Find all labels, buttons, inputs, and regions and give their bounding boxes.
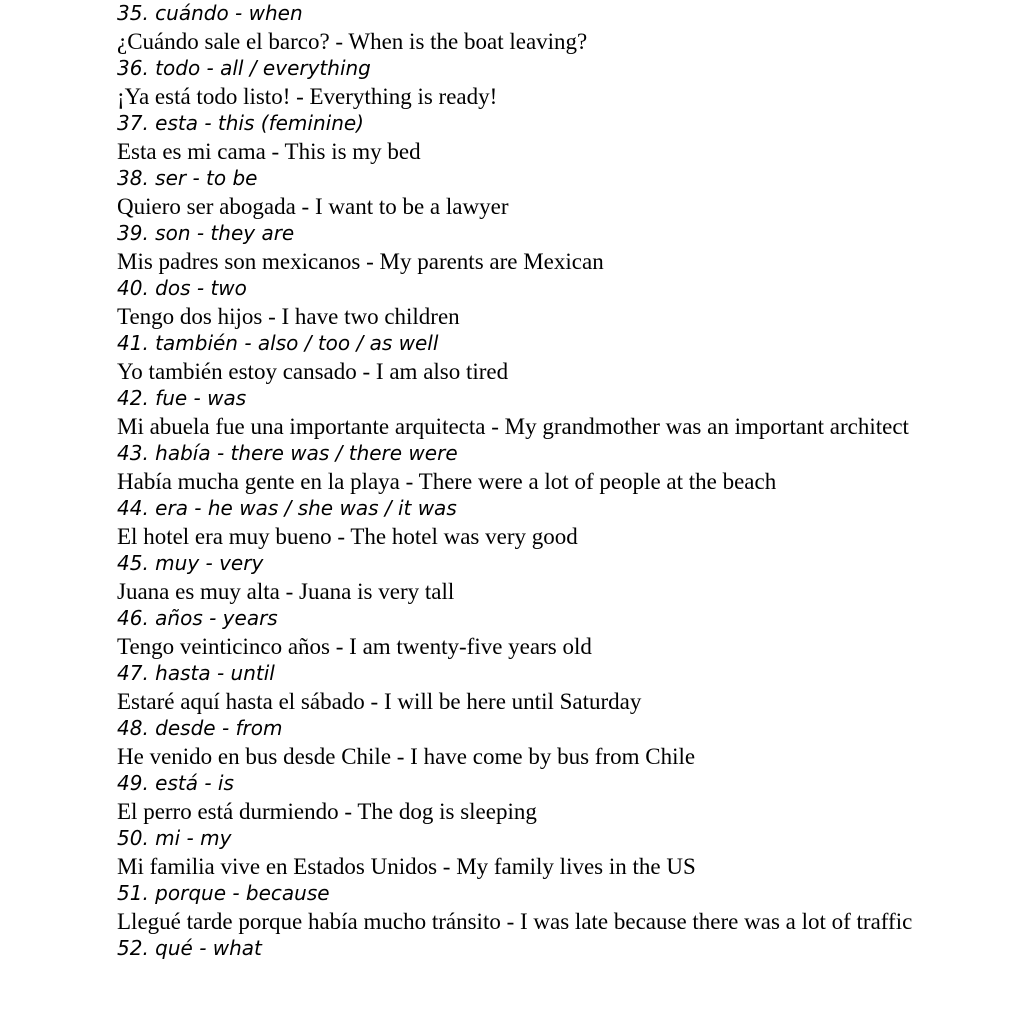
vocab-example: ¿Cuándo sale el barco? - When is the boat leaving? [117, 28, 588, 54]
vocab-entry-45 [117, 550, 917, 605]
vocab-example: Tengo dos hijos - I have two children [117, 303, 460, 329]
vocab-heading: 52. qué - what [117, 936, 262, 960]
vocab-example: Había mucha gente en la playa - There were a lot of people at the beach [117, 468, 777, 494]
vocab-entry-40 [117, 275, 917, 330]
vocab-example: He venido en bus desde Chile - I have come by bus from Chile [117, 743, 696, 769]
vocab-heading: 48. desde - from [117, 716, 283, 740]
vocab-example: Juana es muy alta - Juana is very tall [117, 578, 455, 604]
vocab-heading: 50. mi - my [117, 826, 232, 850]
vocab-entry-46 [117, 605, 917, 660]
vocabulary-list [117, 0, 917, 963]
vocab-entry-50 [117, 825, 917, 880]
vocab-heading: 35. cuándo - when [117, 1, 303, 25]
vocab-entry-44 [117, 495, 917, 550]
vocab-example: Esta es mi cama - This is my bed [117, 138, 421, 164]
vocab-heading: 44. era - he was / she was / it was [117, 496, 457, 520]
vocab-heading: 36. todo - all / everything [117, 56, 371, 80]
vocab-entry-43 [117, 440, 917, 495]
vocab-heading: 51. porque - because [117, 881, 330, 905]
vocab-example: ¡Ya está todo listo! - Everything is ready! [117, 83, 498, 109]
vocab-example: Llegué tarde porque había mucho tránsito - I was late because there was a lot of traffic [117, 908, 913, 934]
vocab-entry-42 [117, 385, 917, 440]
vocab-entry-35 [117, 0, 917, 55]
vocab-heading: 43. había - there was / there were [117, 441, 458, 465]
vocab-entry-47 [117, 660, 917, 715]
vocab-heading: 40. dos - two [117, 276, 247, 300]
vocab-example: Estaré aquí hasta el sábado - I will be here until Saturday [117, 688, 642, 714]
vocab-heading: 38. ser - to be [117, 166, 258, 190]
vocab-heading: 39. son - they are [117, 221, 295, 245]
vocab-example: Yo también estoy cansado - I am also tired [117, 358, 509, 384]
vocab-heading: 46. años - years [117, 606, 278, 630]
vocab-heading: 47. hasta - until [117, 661, 275, 685]
vocab-example: Mi familia vive en Estados Unidos - My family lives in the US [117, 853, 696, 879]
vocab-entry-41 [117, 330, 917, 385]
vocab-example: El perro está durmiendo - The dog is sleeping [117, 798, 537, 824]
vocab-example: Mis padres son mexicanos - My parents are Mexican [117, 248, 604, 274]
vocab-example: Quiero ser abogada - I want to be a lawyer [117, 193, 509, 219]
vocab-entry-37 [117, 110, 917, 165]
vocab-entry-51 [117, 880, 917, 935]
vocab-heading: 49. está - is [117, 771, 234, 795]
vocab-entry-52 [117, 935, 917, 963]
vocab-entry-38 [117, 165, 917, 220]
vocab-heading: 45. muy - very [117, 551, 264, 575]
vocab-entry-48 [117, 715, 917, 770]
vocab-heading: 41. también - also / too / as well [117, 331, 439, 355]
vocab-example: El hotel era muy bueno - The hotel was very good [117, 523, 578, 549]
vocab-entry-39 [117, 220, 917, 275]
vocab-entry-49 [117, 770, 917, 825]
vocab-entry-36 [117, 55, 917, 110]
vocab-example: Tengo veinticinco años - I am twenty-five years old [117, 633, 592, 659]
vocab-heading: 42. fue - was [117, 386, 247, 410]
vocab-example: Mi abuela fue una importante arquitecta - My grandmother was an important architect [117, 413, 909, 439]
vocab-heading: 37. esta - this (feminine) [117, 111, 364, 135]
